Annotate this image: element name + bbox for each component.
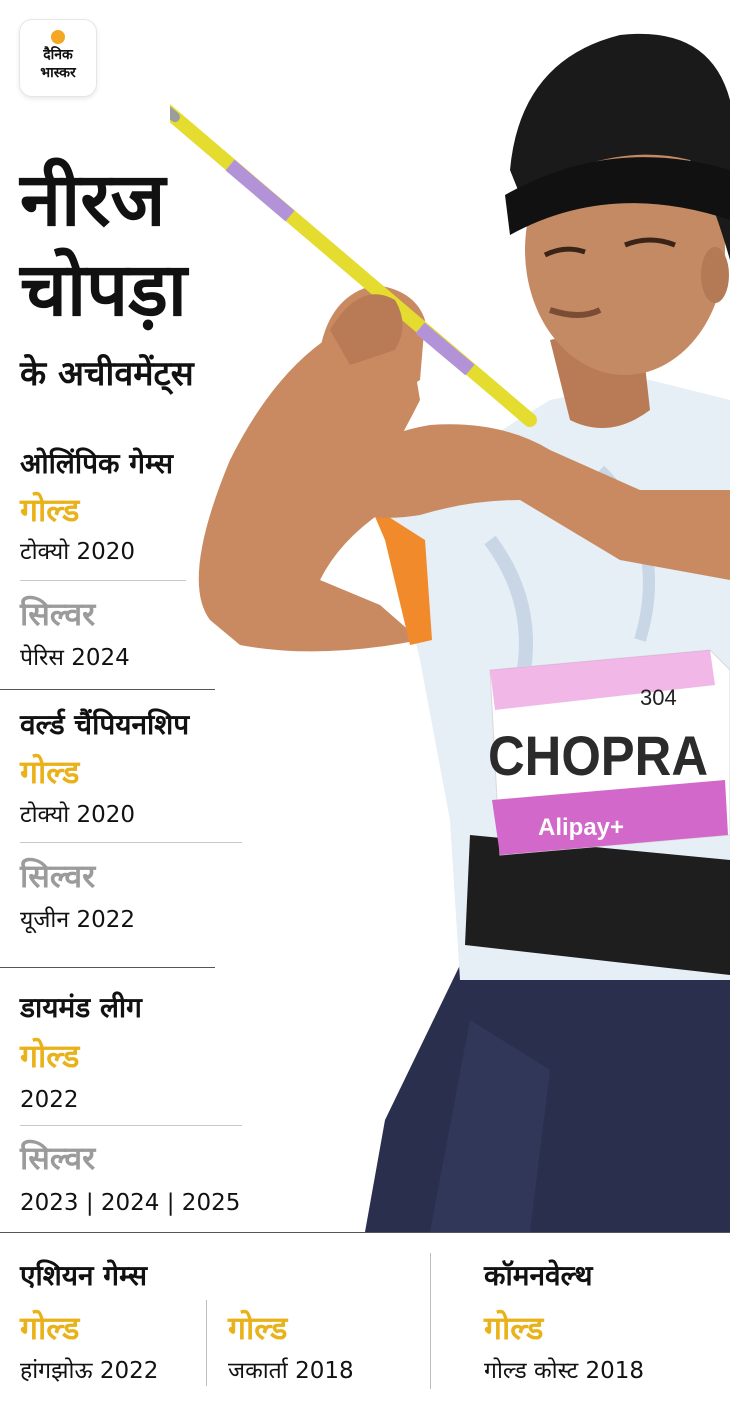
olympics-heading: ओलिंपिक गेम्स — [20, 447, 174, 480]
divider — [20, 1125, 242, 1126]
shorts — [365, 965, 730, 1232]
column-divider — [430, 1253, 431, 1389]
logo-sun-dot — [51, 30, 65, 44]
diamond-gold-label: गोल्ड — [20, 1037, 80, 1075]
commonwealth-gold-label: गोल्ड — [484, 1309, 544, 1347]
olympics-silver-label: सिल्वर — [20, 595, 96, 633]
divider — [20, 580, 186, 581]
column-divider — [206, 1300, 207, 1386]
asian-gold-place-2: जकार्ता 2018 — [228, 1358, 354, 1384]
olympics-silver-place: पेरिस 2024 — [20, 645, 130, 671]
olympics-gold-place: टोक्यो 2020 — [20, 539, 135, 565]
diamond-silver-label: सिल्वर — [20, 1139, 96, 1177]
olympics-gold-label: गोल्ड — [20, 491, 80, 529]
commonwealth-gold-place: गोल्ड कोस्ट 2018 — [484, 1358, 645, 1384]
diamond-silver-place: 2023 | 2024 | 2025 — [20, 1190, 241, 1216]
commonwealth-heading: कॉमनवेल्थ — [484, 1259, 593, 1292]
athlete-photo — [170, 20, 730, 1232]
divider — [20, 842, 242, 843]
worlds-heading: वर्ल्ड चैंपियनशिप — [20, 708, 190, 741]
bib-name: CHOPRA — [488, 724, 708, 787]
race-bib — [488, 650, 730, 855]
title-subtitle: के अचीवमेंट्स — [20, 354, 194, 394]
asian-gold-label-1: गोल्ड — [20, 1309, 80, 1347]
dainik-bhaskar-logo — [20, 20, 96, 96]
bib-number: 304 — [640, 685, 677, 710]
logo-text-line1: दैनिक — [43, 47, 73, 63]
worlds-gold-place: टोक्यो 2020 — [20, 802, 135, 828]
asian-gold-label-2: गोल्ड — [228, 1309, 288, 1347]
asian-gold-place-1: हांगझोऊ 2022 — [20, 1358, 159, 1384]
logo-text-line2: भास्कर — [40, 65, 76, 81]
title-last-name: चोपड़ा — [20, 247, 187, 333]
section-divider — [0, 967, 215, 968]
title-first-name: नीरज — [20, 157, 166, 243]
section-divider — [0, 689, 215, 690]
asian-heading: एशियन गेम्स — [20, 1259, 148, 1292]
worlds-silver-place: यूजीन 2022 — [20, 907, 135, 933]
diamond-heading: डायमंड लीग — [20, 991, 142, 1024]
bib-sponsor: Alipay+ — [538, 814, 625, 841]
bottom-section-divider — [0, 1232, 730, 1233]
worlds-gold-label: गोल्ड — [20, 753, 80, 791]
worlds-silver-label: सिल्वर — [20, 857, 96, 895]
diamond-gold-place: 2022 — [20, 1087, 79, 1113]
